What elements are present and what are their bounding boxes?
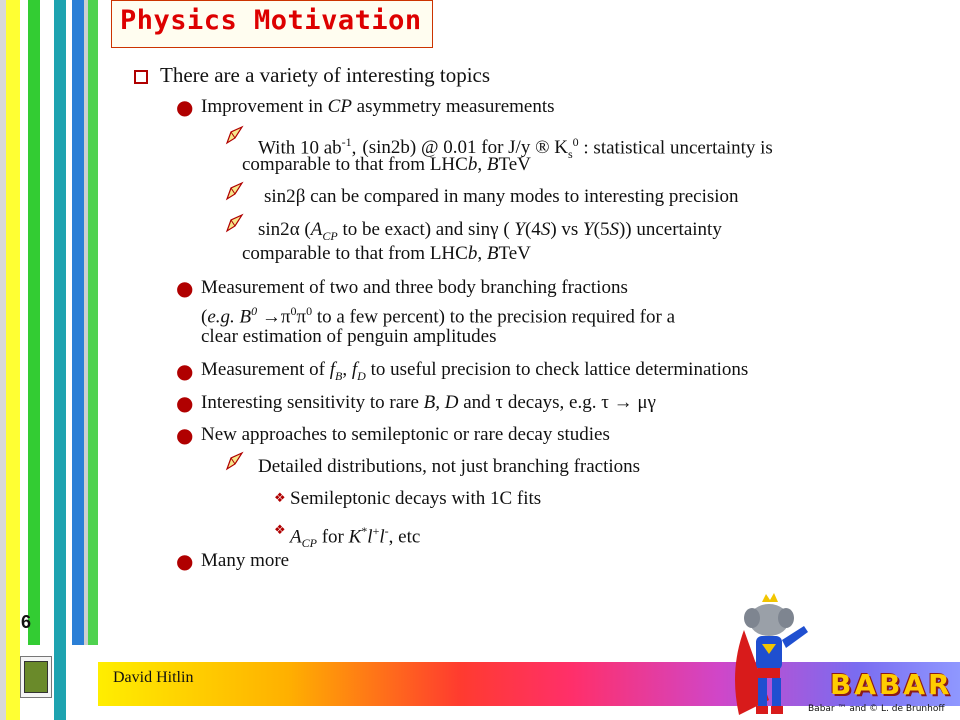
decor-stripe [54,0,66,720]
title-box [111,0,433,48]
many-more-line: Many more [201,550,290,571]
babar-superman-icon [724,590,814,720]
cp-item-3: sin2α ($A_{CP}$ to be exact) and sinγ ( Y(4S) vs Y(5S)) uncertainty [258,219,722,243]
pen-bullet-icon [224,124,246,146]
cp-item-3-cont: comparable to that from LHCb, BTeV [242,243,531,264]
round-bullet-icon: ● [176,423,194,447]
acp-line: $A_{CP}$ for K*l+l-, etc [290,524,421,551]
round-bullet-icon: ● [176,391,194,415]
cp-item-1-cont: comparable to that from LHCb, BTeV [242,154,531,175]
diamond-bullet-icon: ❖ [274,523,286,538]
decor-stripe [88,0,98,645]
round-bullet-icon: ● [176,359,194,383]
cp-heading: Improvement in CP asymmetry measurements [201,96,555,117]
bf-line-2: (e.g. $B^0 \to\pi^0\pi^0$ to a few percent) to the precision required for a [201,304,676,328]
bf-line-1: Measurement of two and three body branching fractions [201,277,628,298]
round-bullet-icon: ● [176,276,194,300]
rare-decay-line: Interesting sensitivity to rare B, D and τ decays, e.g. τ → μγ [201,392,656,413]
decay-constant-line: Measurement of $f_B$, $f_D$ to useful precision to check lattice determinations [201,359,749,383]
decor-stripe [6,0,20,720]
author-name: David Hitlin [113,669,194,686]
page-title: Physics Motivation [120,5,422,36]
detail-line: Detailed distributions, not just branching fractions [258,456,641,477]
babar-small-logo-icon [20,656,52,698]
semileptonic-fits-line: Semileptonic decays with 1C fits [290,488,542,509]
bf-line-3: clear estimation of penguin amplitudes [201,326,497,347]
diamond-bullet-icon: ❖ [274,491,286,506]
round-bullet-icon: ● [176,549,194,573]
slide-number: 6 [21,612,32,632]
pen-bullet-icon [224,180,246,202]
topic-line: There are a variety of interesting topics [160,63,491,87]
decor-stripe [72,0,84,645]
cp-item-1: With 10 $ab^{-1}$, (sin2b) @ 0.01 for J/y ® $K_s^0$ : statistical uncertainty is [258,135,773,162]
square-bullet-icon [134,70,148,84]
pen-bullet-icon [224,450,246,472]
cp-item-2: sin2β can be compared in many modes to interesting precision [264,186,739,207]
babar-logo: BABAR [830,668,953,701]
decor-stripe [40,0,54,720]
credit-text: Babar ™ and © L. de Brunhoff [808,704,945,714]
pen-bullet-icon [224,212,246,234]
semileptonic-line: New approaches to semileptonic or rare decay studies [201,424,610,445]
round-bullet-icon: ● [176,95,194,119]
